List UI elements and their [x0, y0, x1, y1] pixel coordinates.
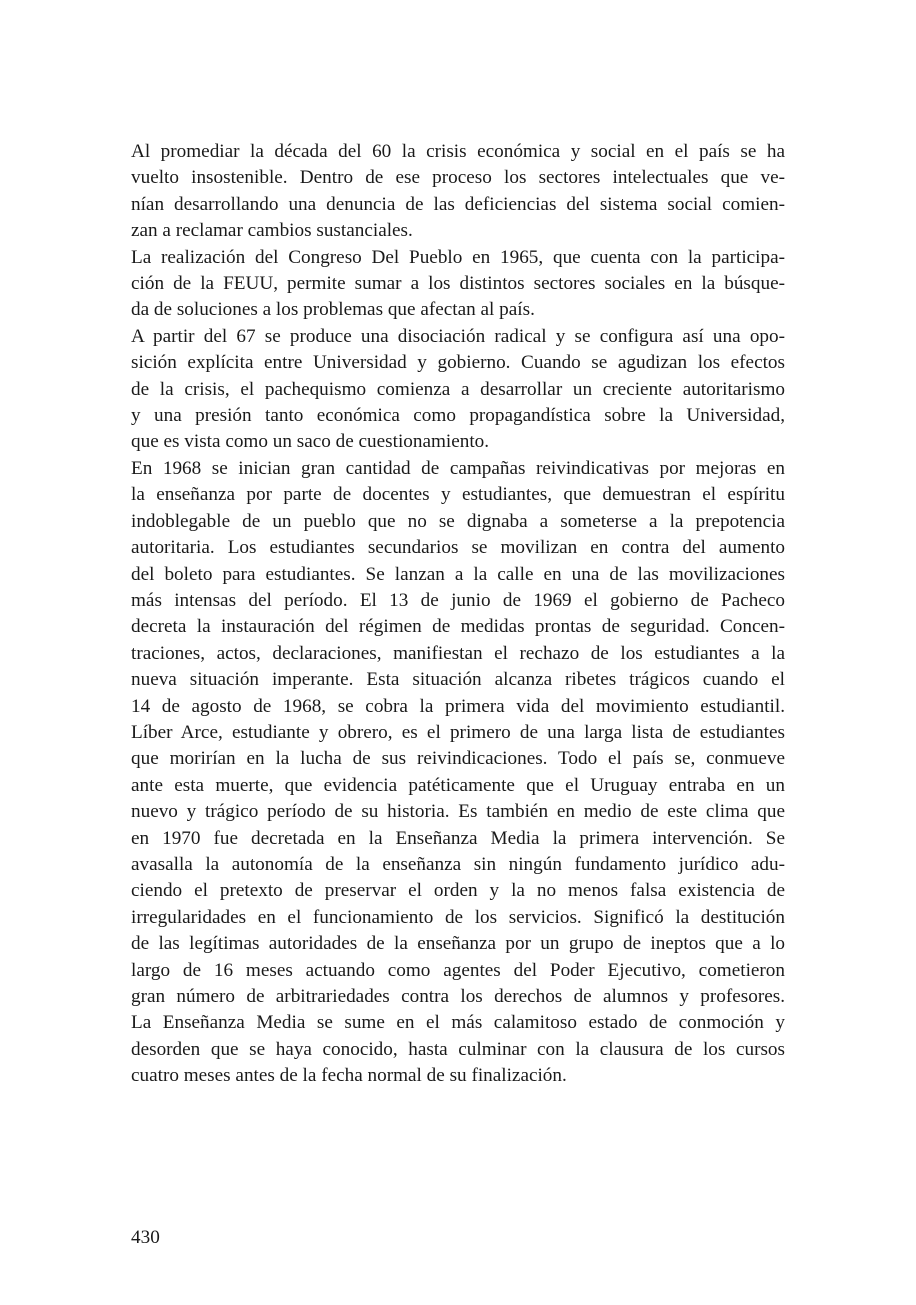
- text-line: En 1968 se inician gran cantidad de campañas reivindicativas por mejoras en: [131, 457, 785, 479]
- page-number: 430: [131, 1227, 160, 1248]
- text-line: zan a reclamar cambios sustanciales.: [131, 220, 413, 242]
- text-line: Al promediar la década del 60 la crisis económica y social en el país se ha: [131, 141, 785, 162]
- text-line: nuevo y trágico período de su historia. Es también en medio de este clima que: [131, 801, 785, 823]
- text-line: y una presión tanto económica como propagandística sobre la Universidad,: [131, 405, 785, 427]
- text-line: La realización del Congreso Del Pueblo en 1965, que cuenta con la participa-: [131, 246, 785, 268]
- text-line: A partir del 67 se produce una disociación radical y se configura así una opo-: [131, 325, 785, 347]
- text-line: del boleto para estudiantes. Se lanzan a la calle en una de las movilizaciones: [131, 563, 785, 585]
- text-line: la enseñanza por parte de docentes y estudiantes, que demuestran el espíritu: [131, 484, 785, 506]
- paragraph: [131, 324, 785, 456]
- text-line: La Enseñanza Media se sume en el más calamitoso estado de conmoción y: [131, 1012, 785, 1034]
- text-line: de las legítimas autoridades de la enseñanza por un grupo de ineptos que a lo: [131, 933, 785, 955]
- text-line: 14 de agosto de 1968, se cobra la primera vida del movimiento estudiantil.: [131, 695, 785, 717]
- paragraph: [131, 139, 785, 245]
- body-text: [131, 139, 785, 1090]
- text-line: nueva situación imperante. Esta situación alcanza ribetes trágicos cuando el: [131, 669, 785, 691]
- paragraph: [131, 245, 785, 324]
- text-line: traciones, actos, declaraciones, manifiestan el rechazo de los estudiantes a la: [131, 642, 785, 664]
- text-line: sición explícita entre Universidad y gobierno. Cuando se agudizan los efectos: [131, 352, 785, 374]
- text-line: avasalla la autonomía de la enseñanza sin ningún fundamento jurídico adu-: [131, 853, 785, 875]
- text-line: Líber Arce, estudiante y obrero, es el primero de una larga lista de estudiantes: [131, 721, 785, 743]
- text-line: irregularidades en el funcionamiento de los servicios. Significó la destitución: [131, 906, 785, 928]
- text-line: que morirían en la lucha de sus reivindicaciones. Todo el país se, conmueve: [131, 748, 785, 770]
- text-line: cuatro meses antes de la fecha normal de su finalización.: [131, 1065, 567, 1087]
- text-line: da de soluciones a los problemas que afectan al país.: [131, 299, 535, 321]
- text-line: más intensas del período. El 13 de junio de 1969 el gobierno de Pacheco: [131, 589, 785, 611]
- text-line: indoblegable de un pueblo que no se dignaba a someterse a la prepotencia: [131, 510, 785, 532]
- text-line: ciendo el pretexto de preservar el orden y la no menos falsa existencia de: [131, 880, 785, 902]
- text-line: ante esta muerte, que evidencia patéticamente que el Uruguay entraba en un: [131, 774, 785, 796]
- text-line: desorden que se haya conocido, hasta culminar con la clausura de los cursos: [131, 1038, 785, 1060]
- text-line: ción de la FEUU, permite sumar a los distintos sectores sociales en la búsque-: [131, 273, 785, 295]
- text-line: decreta la instauración del régimen de medidas prontas de seguridad. Concen-: [131, 616, 785, 638]
- text-line: en 1970 fue decretada en la Enseñanza Media la primera intervención. Se: [131, 827, 785, 849]
- paragraph: [131, 456, 785, 1090]
- text-line: autoritaria. Los estudiantes secundarios se movilizan en contra del aumento: [131, 537, 785, 559]
- text-line: de la crisis, el pachequismo comienza a desarrollar un creciente autoritarismo: [131, 378, 785, 400]
- text-line: vuelto insostenible. Dentro de ese proceso los sectores intelectuales que ve-: [131, 167, 785, 189]
- text-line: nían desarrollando una denuncia de las deficiencias del sistema social comien-: [131, 193, 785, 215]
- text-line: largo de 16 meses actuando como agentes del Poder Ejecutivo, cometieron: [131, 959, 785, 981]
- text-line: que es vista como un saco de cuestionamiento.: [131, 431, 490, 453]
- text-line: gran número de arbitrariedades contra los derechos de alumnos y profesores.: [131, 986, 785, 1007]
